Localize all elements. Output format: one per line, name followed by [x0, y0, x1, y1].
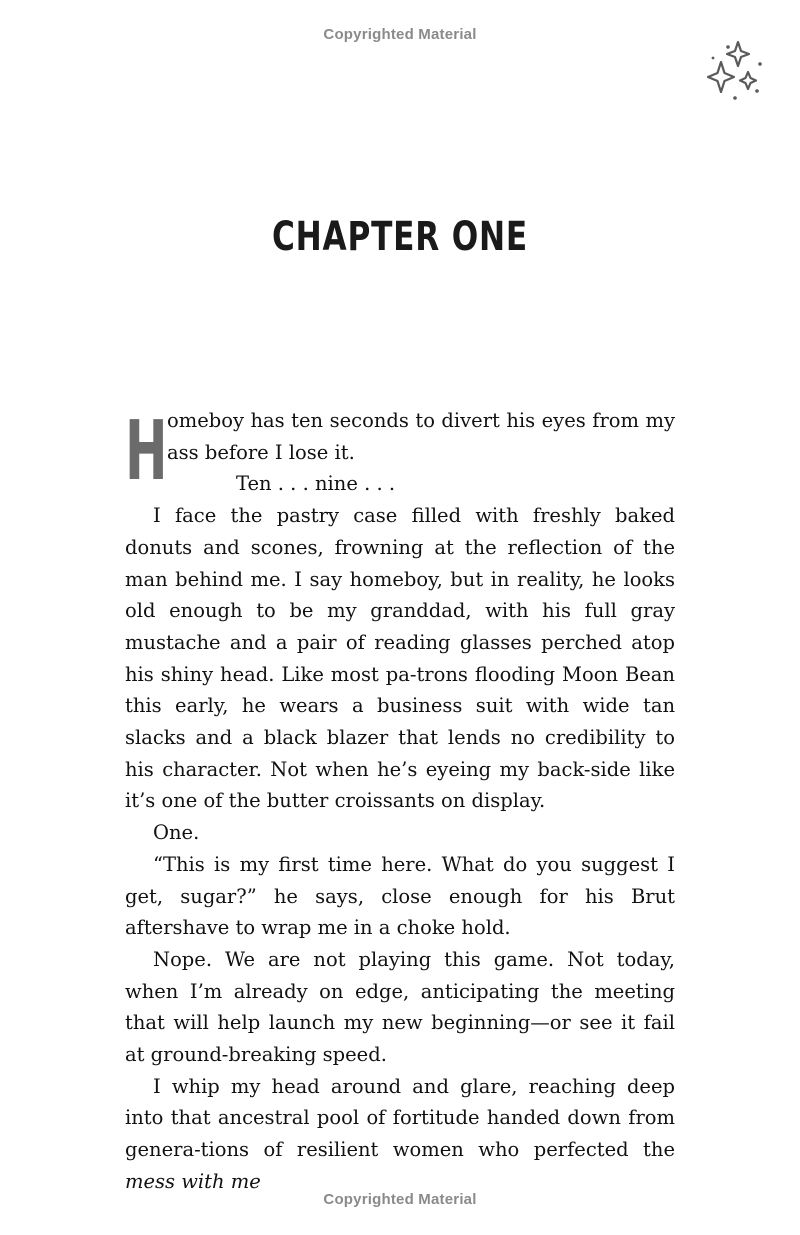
sparkles-icon [705, 36, 765, 104]
header-copyright: Copyrighted Material [323, 26, 477, 43]
paragraph: One. [153, 821, 200, 845]
paragraph-text: omeboy has ten seconds to divert his eyes from my ass before I lose it. [167, 409, 675, 464]
paragraph: I face the pastry case filled with freshly baked donuts and scones, frowning at the reflection of the man behind me. I say homeboy, but in reality, he looks old enough to be my granddad, with his full gray mustache and a pair of reading glasses perched atop his shiny head. Like most pa-trons flooding Moon Bean this early, he wears a business suit with wide tan slacks and a black blazer that lends no credibility to his character. Not when he’s eyeing my back-side like it’s one of the butter croissants on display. [125, 504, 675, 813]
paragraph-text: I whip my head around and glare, reaching deep into that ancestral pool of fortitude handed down from genera-tions of resilient women who perfected the [125, 1074, 675, 1162]
footer-copyright: Copyrighted Material [323, 1191, 477, 1208]
paragraph [125, 1071, 675, 1198]
chapter-title: CHAPTER ONE [271, 214, 529, 260]
chapter-body [125, 405, 675, 1198]
drop-cap: H [125, 404, 168, 499]
paragraph: Ten . . . nine . . . [236, 472, 396, 496]
paragraph: Nope. We are not playing this game. Not today, when I’m already on edge, anticipating the meeting that will help launch my new beginning—or see it fail at ground-breaking speed. [125, 947, 675, 1067]
paragraph: “This is my first time here. What do you suggest I get, sugar?” he says, close enough for his Brut aftershave to wrap me in a choke hold. [125, 852, 675, 940]
italic-phrase: mess with me [125, 1169, 261, 1193]
